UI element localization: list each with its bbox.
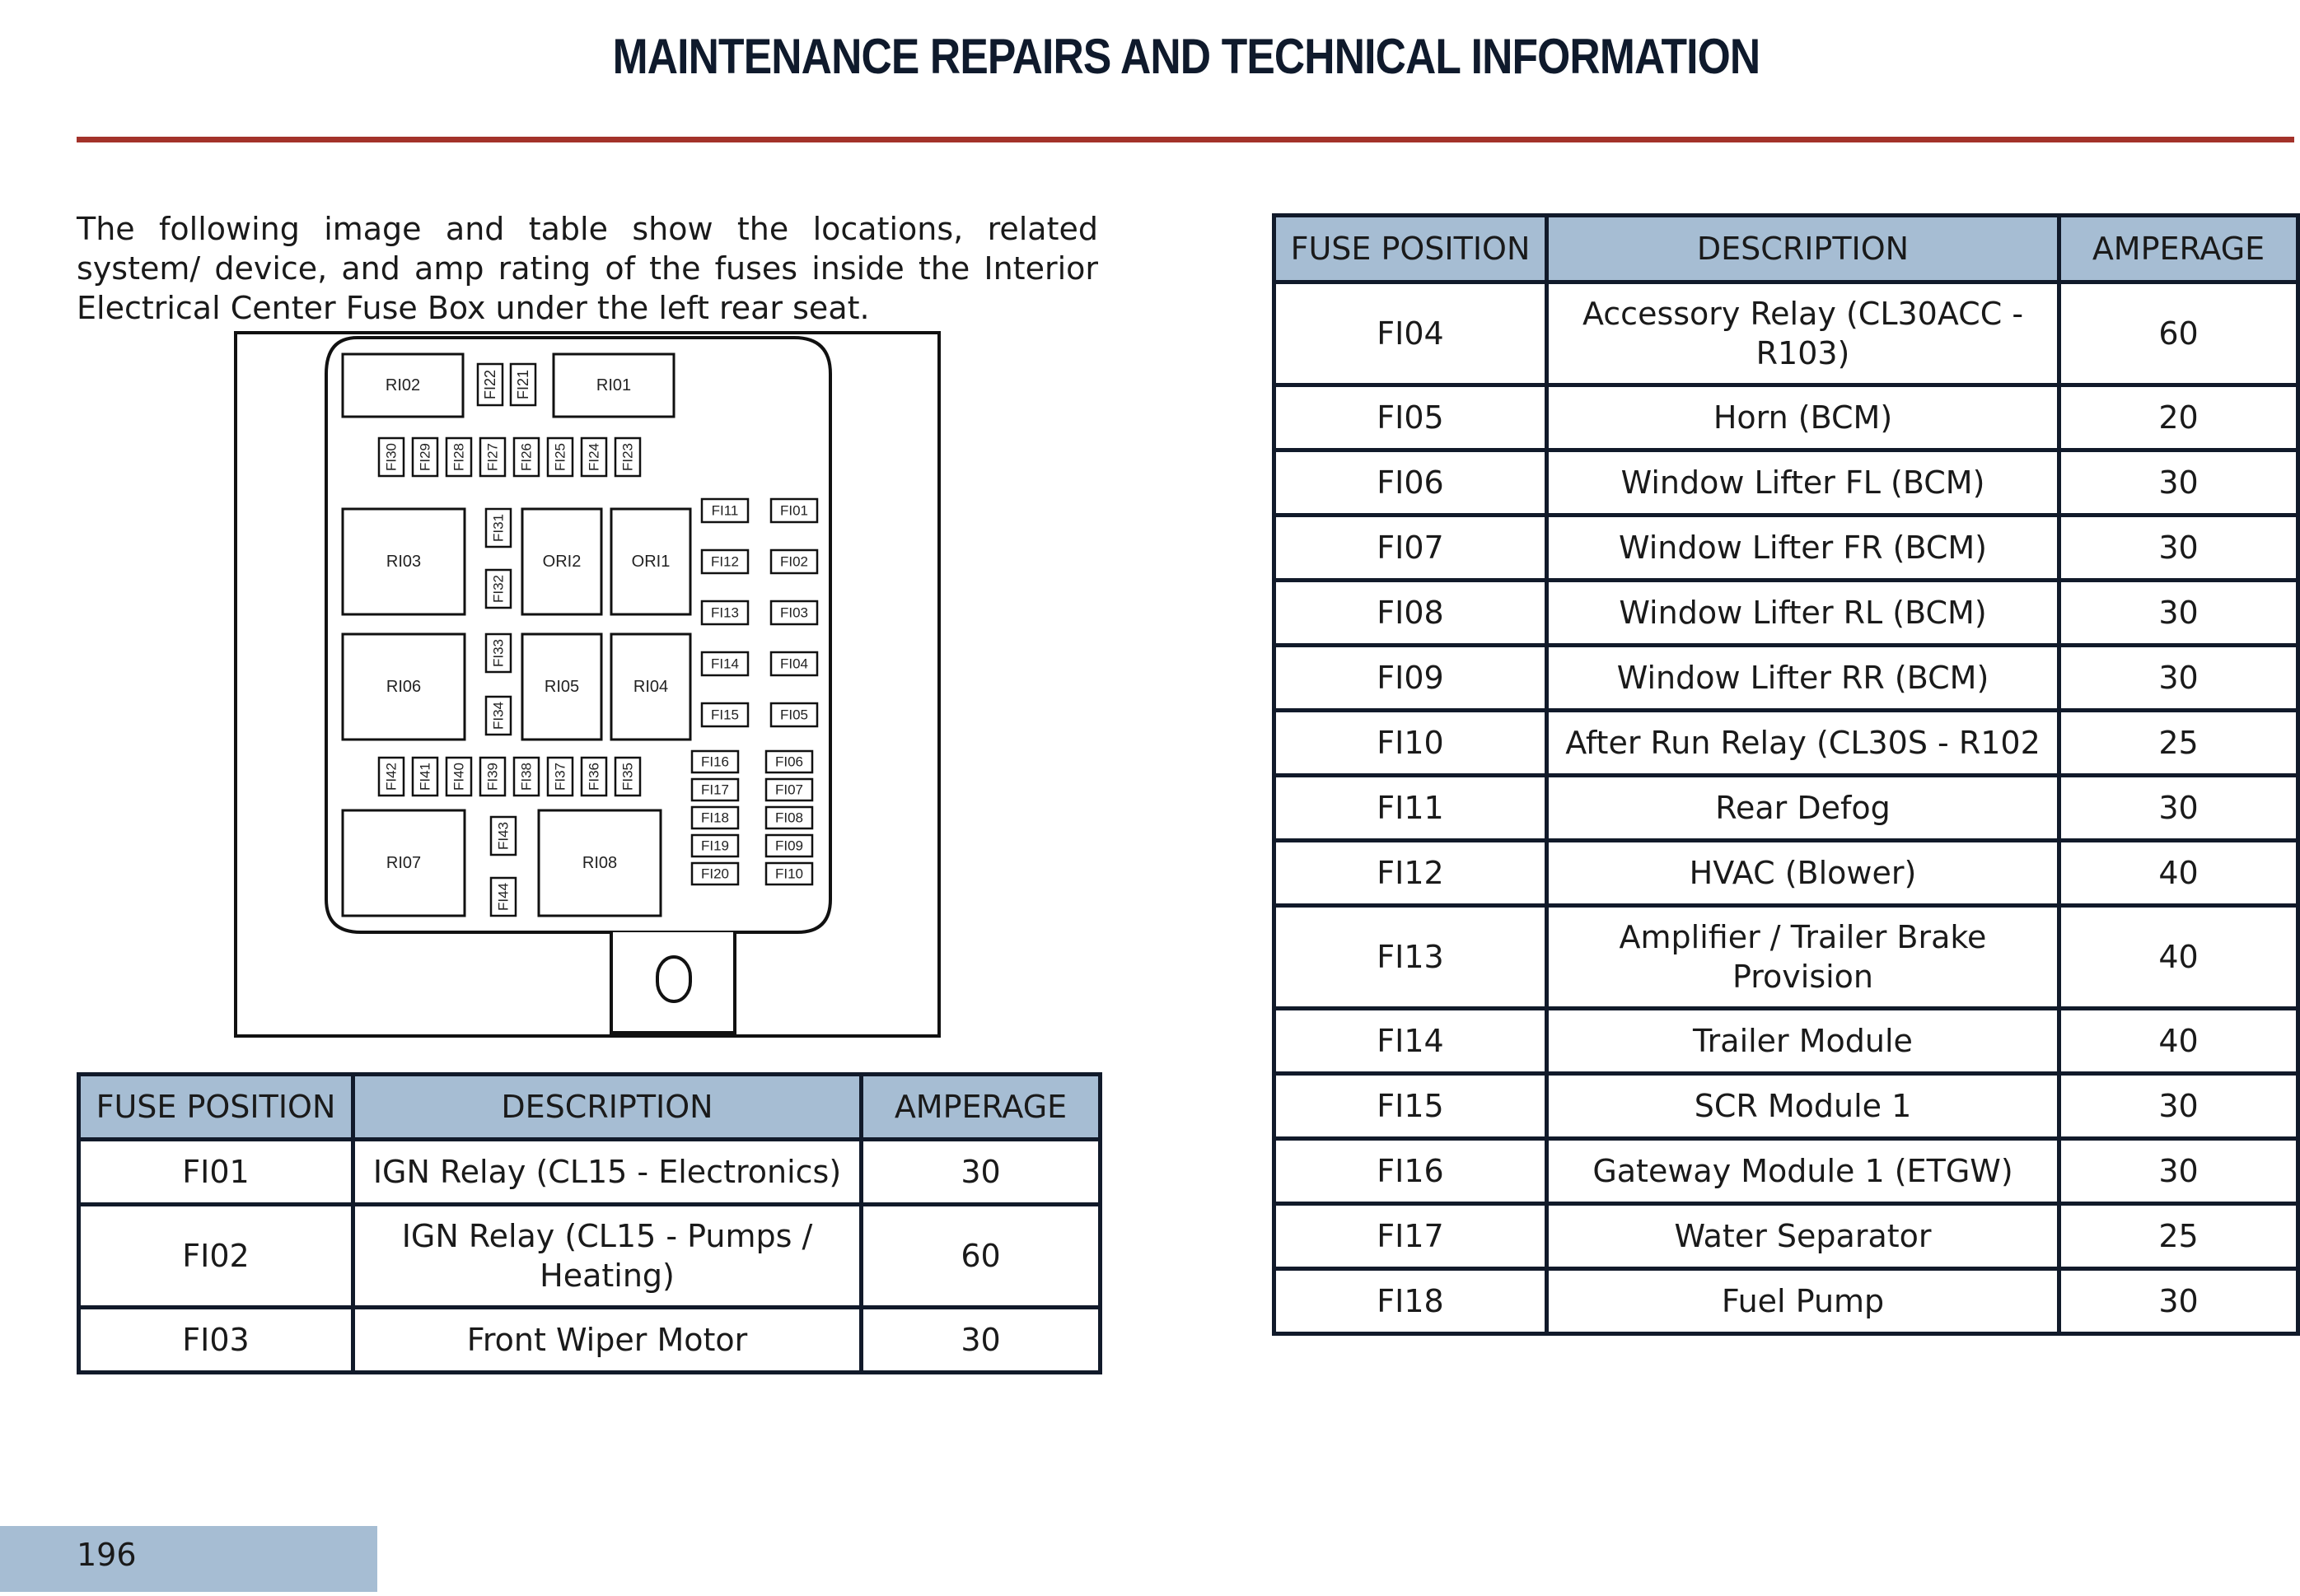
part-fi24 <box>582 438 606 476</box>
part-fi03 <box>771 601 817 624</box>
svg-text:FI10: FI10 <box>774 866 804 882</box>
amperage-cell: 25 <box>2059 711 2298 776</box>
fuse-position-cell: FI12 <box>1274 841 1547 906</box>
amperage-cell: 40 <box>2059 906 2298 1009</box>
svg-text:FI16: FI16 <box>700 754 730 770</box>
part-fi35 <box>615 758 640 796</box>
part-fi31 <box>486 509 511 547</box>
svg-text:FI12: FI12 <box>710 553 740 570</box>
table-row <box>79 1140 1101 1205</box>
part-fi01 <box>771 499 817 522</box>
table-row <box>1274 1074 2298 1139</box>
svg-text:FI32: FI32 <box>490 574 507 604</box>
table-row <box>1274 711 2298 776</box>
page-title: MAINTENANCE REPAIRS AND TECHNICAL INFORMATION <box>612 29 1760 84</box>
amperage-cell: 30 <box>2059 1074 2298 1139</box>
svg-text:FI23: FI23 <box>619 442 636 472</box>
fuse-position-cell: FI10 <box>1274 711 1547 776</box>
table-row <box>1274 776 2298 841</box>
svg-text:FI11: FI11 <box>711 502 739 519</box>
svg-text:FI07: FI07 <box>774 782 804 798</box>
mounting-tab <box>611 932 735 1033</box>
part-fi21 <box>511 364 535 405</box>
part-fi06 <box>766 751 812 772</box>
page-number: 196 <box>77 1537 137 1573</box>
part-fi27 <box>480 438 505 476</box>
part-fi29 <box>413 438 437 476</box>
part-fi32 <box>486 570 511 608</box>
header-amperage: AMPERAGE <box>2059 216 2298 282</box>
table-row <box>1274 385 2298 450</box>
description-cell: Front Wiper Motor <box>353 1308 862 1373</box>
svg-text:FI35: FI35 <box>619 762 636 791</box>
part-fi23 <box>615 438 640 476</box>
description-cell: Water Separator <box>1547 1204 2059 1269</box>
fuse-box-svg <box>234 331 941 1038</box>
part-fi30 <box>379 438 404 476</box>
amperage-cell: 30 <box>2059 646 2298 711</box>
amperage-cell: 30 <box>2059 450 2298 516</box>
amperage-cell: 20 <box>2059 385 2298 450</box>
part-fi08 <box>766 807 812 828</box>
svg-text:FI40: FI40 <box>451 762 467 791</box>
fuse-position-cell: FI05 <box>1274 385 1547 450</box>
amperage-cell: 30 <box>2059 776 2298 841</box>
fuse-position-cell: FI17 <box>1274 1204 1547 1269</box>
table-row <box>1274 1269 2298 1334</box>
table-row <box>1274 1009 2298 1074</box>
description-cell: Amplifier / Trailer Brake Provision <box>1547 906 2059 1009</box>
svg-text:FI36: FI36 <box>586 762 602 791</box>
part-fi25 <box>548 438 573 476</box>
part-ri01 <box>554 354 674 417</box>
svg-text:FI24: FI24 <box>586 442 602 472</box>
fuse-position-cell: FI02 <box>79 1205 353 1308</box>
part-fi15 <box>702 703 748 726</box>
fuse-position-cell: FI11 <box>1274 776 1547 841</box>
fuse-position-cell: FI07 <box>1274 516 1547 581</box>
part-fi09 <box>766 835 812 856</box>
table-row <box>1274 581 2298 646</box>
part-fi17 <box>692 779 738 800</box>
part-fi44 <box>491 878 516 916</box>
table-header-row <box>79 1075 1101 1140</box>
svg-text:ORI1: ORI1 <box>631 553 671 571</box>
table-row <box>1274 1139 2298 1204</box>
part-fi34 <box>486 697 511 735</box>
part-ri04 <box>611 634 690 740</box>
amperage-cell: 25 <box>2059 1204 2298 1269</box>
svg-text:ORI2: ORI2 <box>542 553 582 571</box>
header-amperage: AMPERAGE <box>862 1075 1101 1140</box>
part-ori1 <box>611 509 690 614</box>
svg-text:FI33: FI33 <box>490 638 507 668</box>
svg-text:FI43: FI43 <box>495 821 512 851</box>
part-fi43 <box>491 817 516 855</box>
table-row <box>1274 906 2298 1009</box>
fuse-position-cell: FI18 <box>1274 1269 1547 1334</box>
amperage-cell: 30 <box>2059 1269 2298 1334</box>
svg-text:FI17: FI17 <box>700 782 730 798</box>
part-ri06 <box>343 634 465 740</box>
part-fi28 <box>446 438 471 476</box>
table-header-row <box>1274 216 2298 282</box>
title-rule <box>77 137 2294 142</box>
header-fuse-position: FUSE POSITION <box>79 1075 353 1140</box>
table-row <box>1274 282 2298 385</box>
part-fi02 <box>771 550 817 573</box>
part-fi12 <box>702 550 748 573</box>
svg-text:FI31: FI31 <box>490 513 507 543</box>
svg-text:FI20: FI20 <box>700 866 730 882</box>
svg-text:FI06: FI06 <box>774 754 804 770</box>
part-fi16 <box>692 751 738 772</box>
amperage-cell: 30 <box>2059 1139 2298 1204</box>
amperage-cell: 60 <box>862 1205 1101 1308</box>
description-cell: Horn (BCM) <box>1547 385 2059 450</box>
svg-text:FI18: FI18 <box>700 810 730 826</box>
description-cell: Fuel Pump <box>1547 1269 2059 1334</box>
part-fi05 <box>771 703 817 726</box>
svg-text:FI30: FI30 <box>383 442 400 472</box>
part-fi26 <box>514 438 539 476</box>
description-cell: IGN Relay (CL15 - Pumps / Heating) <box>353 1205 862 1308</box>
amperage-cell: 30 <box>862 1308 1101 1373</box>
amperage-cell: 30 <box>2059 516 2298 581</box>
fuse-position-cell: FI13 <box>1274 906 1547 1009</box>
fuse-table-left <box>77 1072 1102 1374</box>
svg-text:FI19: FI19 <box>700 838 730 854</box>
intro-paragraph: The following image and table show the locations, related system/ device, and amp rating of the fuses inside the Interior Electrical Center Fuse Box under the left rear seat. <box>77 211 1098 326</box>
part-ri08 <box>539 810 661 916</box>
page-number-bar <box>0 1526 377 1592</box>
part-fi18 <box>692 807 738 828</box>
part-fi41 <box>413 758 437 796</box>
svg-text:FI41: FI41 <box>417 762 433 791</box>
table-row <box>1274 450 2298 516</box>
table-row <box>79 1308 1101 1373</box>
amperage-cell: 40 <box>2059 1009 2298 1074</box>
svg-text:FI42: FI42 <box>383 762 400 791</box>
fuse-position-cell: FI03 <box>79 1308 353 1373</box>
svg-text:FI39: FI39 <box>484 762 501 791</box>
svg-text:FI38: FI38 <box>518 762 535 791</box>
svg-text:FI02: FI02 <box>779 553 809 570</box>
svg-text:RI05: RI05 <box>544 678 580 696</box>
svg-text:FI27: FI27 <box>484 442 501 472</box>
description-cell: SCR Module 1 <box>1547 1074 2059 1139</box>
part-fi36 <box>582 758 606 796</box>
part-ri02 <box>343 354 463 417</box>
description-cell: HVAC (Blower) <box>1547 841 2059 906</box>
table-row <box>1274 841 2298 906</box>
description-cell: Rear Defog <box>1547 776 2059 841</box>
svg-text:RI08: RI08 <box>582 854 618 872</box>
fuse-position-cell: FI16 <box>1274 1139 1547 1204</box>
description-cell: Window Lifter FL (BCM) <box>1547 450 2059 516</box>
description-cell: IGN Relay (CL15 - Electronics) <box>353 1140 862 1205</box>
part-ri05 <box>522 634 601 740</box>
svg-text:FI22: FI22 <box>482 369 498 400</box>
fuse-position-cell: FI01 <box>79 1140 353 1205</box>
part-fi11 <box>702 499 748 522</box>
part-fi39 <box>480 758 505 796</box>
table-row <box>79 1205 1101 1308</box>
svg-text:FI21: FI21 <box>515 369 531 400</box>
table-row <box>1274 646 2298 711</box>
amperage-cell: 30 <box>862 1140 1101 1205</box>
description-cell: Accessory Relay (CL30ACC - R103) <box>1547 282 2059 385</box>
part-fi07 <box>766 779 812 800</box>
svg-text:FI09: FI09 <box>774 838 804 854</box>
amperage-cell: 40 <box>2059 841 2298 906</box>
fuse-table-right <box>1272 213 2300 1336</box>
part-fi38 <box>514 758 539 796</box>
amperage-cell: 60 <box>2059 282 2298 385</box>
part-fi42 <box>379 758 404 796</box>
svg-text:RI01: RI01 <box>596 376 632 394</box>
fuse-position-cell: FI06 <box>1274 450 1547 516</box>
svg-text:FI08: FI08 <box>774 810 804 826</box>
part-fi10 <box>766 863 812 884</box>
svg-text:FI13: FI13 <box>710 604 740 621</box>
amperage-cell: 30 <box>2059 581 2298 646</box>
diagram-parts <box>343 354 817 916</box>
fuse-position-cell: FI04 <box>1274 282 1547 385</box>
svg-text:FI15: FI15 <box>710 707 740 723</box>
header-fuse-position: FUSE POSITION <box>1274 216 1547 282</box>
header-description: DESCRIPTION <box>353 1075 862 1140</box>
description-cell: Gateway Module 1 (ETGW) <box>1547 1139 2059 1204</box>
part-ri03 <box>343 509 465 614</box>
part-fi14 <box>702 652 748 675</box>
svg-text:RI03: RI03 <box>386 553 422 571</box>
description-cell: Window Lifter RR (BCM) <box>1547 646 2059 711</box>
part-ori2 <box>522 509 601 614</box>
part-fi22 <box>478 364 503 405</box>
fuse-position-cell: FI08 <box>1274 581 1547 646</box>
part-fi13 <box>702 601 748 624</box>
svg-text:RI02: RI02 <box>385 376 421 394</box>
description-cell: After Run Relay (CL30S - R102 <box>1547 711 2059 776</box>
svg-text:FI05: FI05 <box>779 707 809 723</box>
svg-text:FI34: FI34 <box>490 701 507 730</box>
part-fi04 <box>771 652 817 675</box>
svg-text:FI14: FI14 <box>710 656 740 672</box>
svg-text:RI07: RI07 <box>386 854 422 872</box>
part-fi40 <box>446 758 471 796</box>
svg-text:FI29: FI29 <box>417 442 433 472</box>
svg-text:FI44: FI44 <box>495 882 512 912</box>
part-fi33 <box>486 634 511 672</box>
description-cell: Trailer Module <box>1547 1009 2059 1074</box>
svg-text:RI06: RI06 <box>386 678 422 696</box>
fuse-position-cell: FI15 <box>1274 1074 1547 1139</box>
svg-text:FI04: FI04 <box>779 656 809 672</box>
svg-text:FI25: FI25 <box>552 442 568 472</box>
header-description: DESCRIPTION <box>1547 216 2059 282</box>
part-fi20 <box>692 863 738 884</box>
svg-text:FI37: FI37 <box>552 762 568 791</box>
part-fi19 <box>692 835 738 856</box>
svg-text:FI03: FI03 <box>779 604 809 621</box>
fuse-box-diagram <box>234 331 941 1038</box>
description-cell: Window Lifter FR (BCM) <box>1547 516 2059 581</box>
table-row <box>1274 1204 2298 1269</box>
fuse-position-cell: FI09 <box>1274 646 1547 711</box>
svg-text:RI04: RI04 <box>633 678 669 696</box>
table-row <box>1274 516 2298 581</box>
svg-text:FI01: FI01 <box>779 502 809 519</box>
description-cell: Window Lifter RL (BCM) <box>1547 581 2059 646</box>
part-ri07 <box>343 810 465 916</box>
svg-text:FI28: FI28 <box>451 442 467 472</box>
part-fi37 <box>548 758 573 796</box>
svg-text:FI26: FI26 <box>518 442 535 472</box>
fuse-position-cell: FI14 <box>1274 1009 1547 1074</box>
